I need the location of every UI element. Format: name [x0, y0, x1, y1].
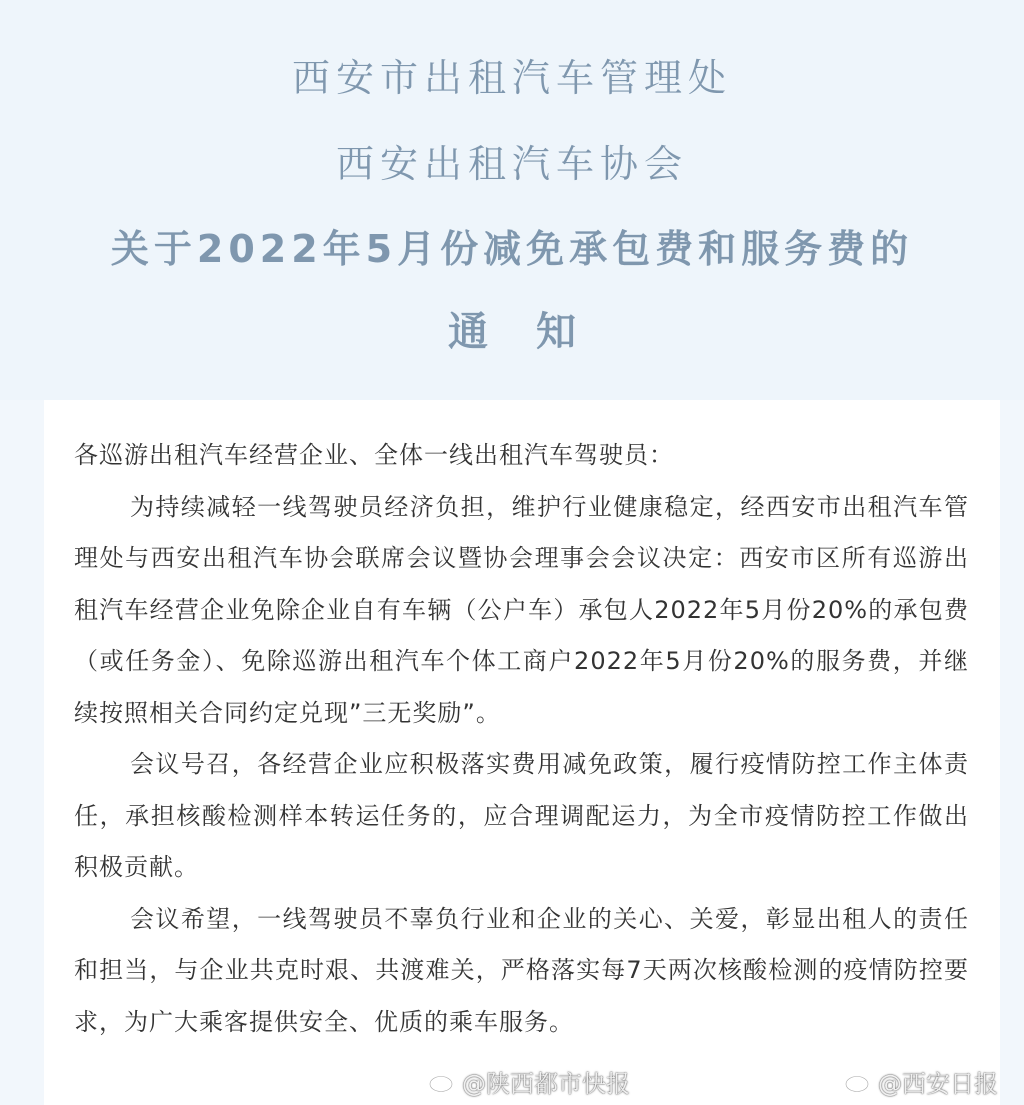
notice-title: 关于2022年5月份减免承包费和服务费的: [110, 227, 914, 271]
issuer-line-2: 西安出租汽车协会: [335, 142, 688, 186]
paragraph-1: 为持续减轻一线驾驶员经济负担，维护行业健康稳定，经西安市出租汽车管理处与西安出租汽车协会联席会议暨协会理事会会议决定：西安市区所有巡游出租汽车经营企业免除企业自有车辆（公户车）承包人2022年5月份20%的承包费（或任务金）、免除巡游出租汽车个体工商户2022年5月份20%的服务费，并继续按照相关合同约定兑现”三无奖励”。: [74, 492, 969, 727]
weibo-icon: [844, 1069, 874, 1093]
salutation: 各巡游出租汽车经营企业、全体一线出租汽车驾驶员：: [74, 441, 674, 469]
paragraph-3: 会议希望，一线驾驶员不辜负行业和企业的关心、关爱，彰显出租人的责任和担当，与企业共克时艰、共渡难关，严格落实每7天两次核酸检测的疫情防控要求，为广大乘客提供安全、优质的乘车服务。: [74, 904, 969, 1036]
watermark-xian-daily: [844, 1064, 998, 1098]
weibo-icon: [428, 1069, 458, 1093]
notice-title-suffix: 通知: [448, 309, 624, 355]
notice-content: [74, 430, 969, 1048]
notice-header: [0, 0, 1024, 400]
notice-body-card: [44, 400, 1000, 1105]
issuer-line-1: 西安市出租汽车管理处: [291, 56, 732, 100]
paragraph-2: 会议号召，各经营企业应积极落实费用减免政策，履行疫情防控工作主体责任，承担核酸检测样本转运任务的，应合理调配运力，为全市疫情防控工作做出积极贡献。: [74, 750, 969, 881]
watermark-shaanxi-dushi-kuaibao: [428, 1064, 630, 1098]
watermark-text-left: @陕西都市快报: [462, 1069, 630, 1098]
watermark-text-right: @西安日报: [878, 1069, 998, 1098]
